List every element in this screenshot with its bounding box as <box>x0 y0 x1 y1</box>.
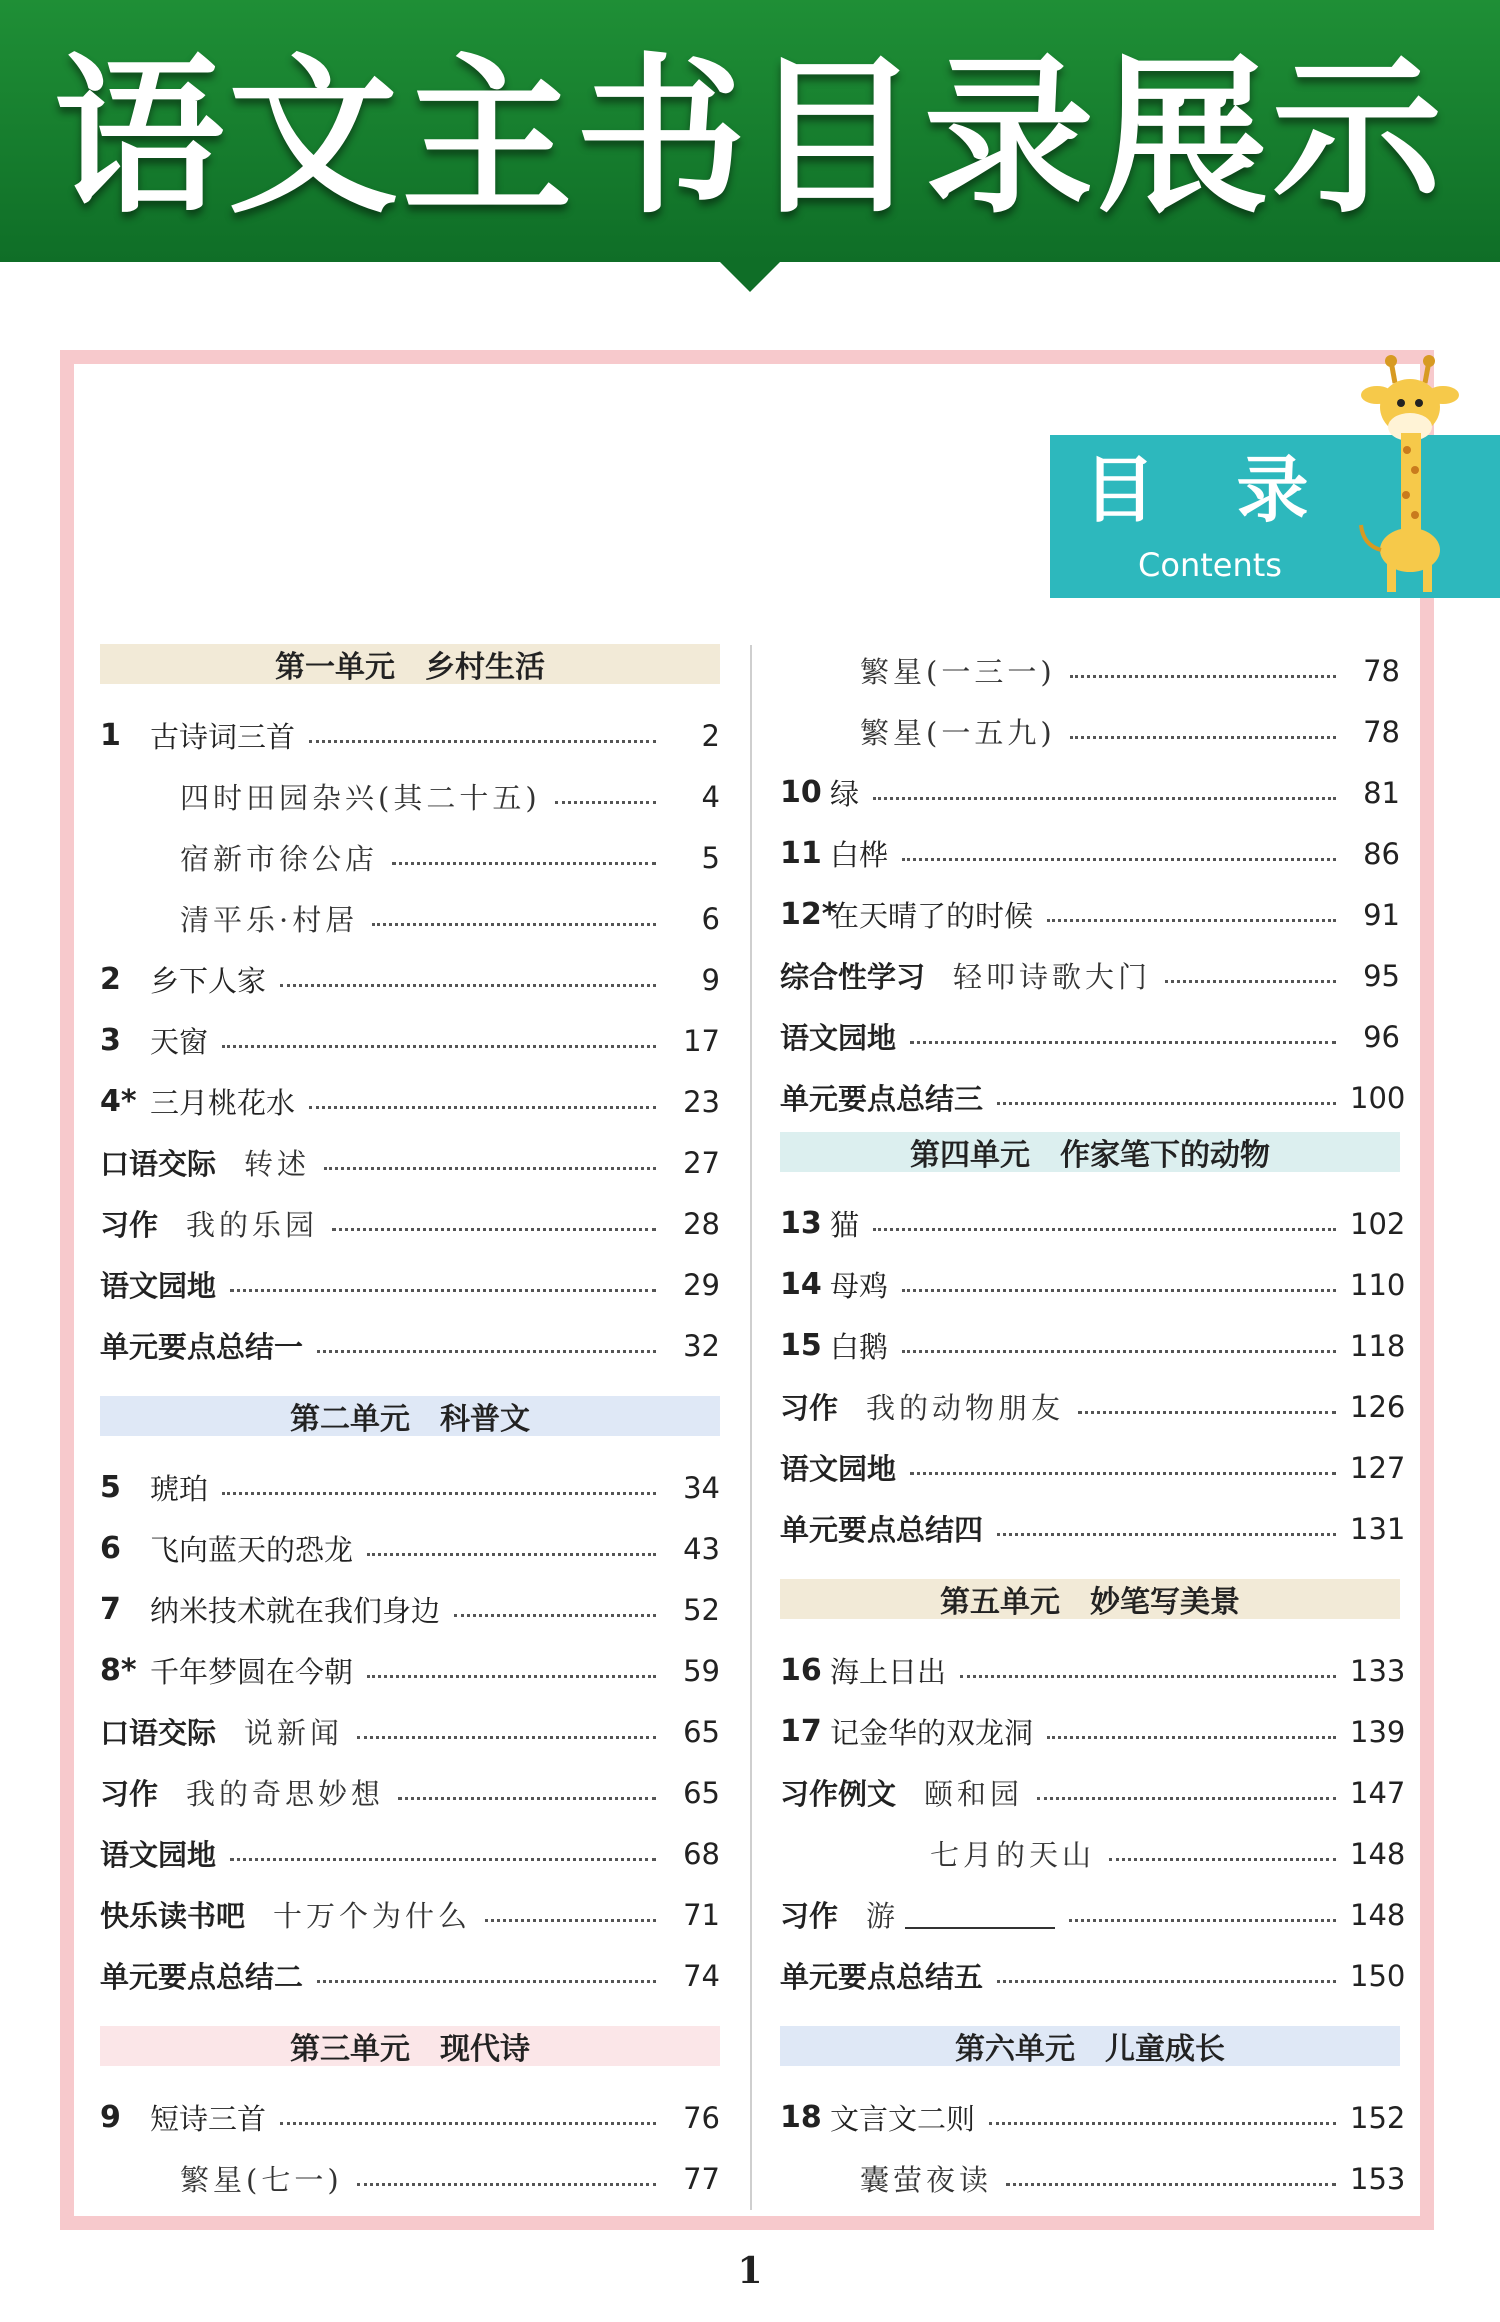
unit-heading: 第二单元 科普文 <box>100 1396 720 1436</box>
lesson-number: 18 <box>780 2100 822 2135</box>
lesson-title: 飞向蓝天的恐龙 <box>150 1533 354 1567</box>
toc-left-column <box>100 640 720 2209</box>
page-ref: 152 <box>1350 2100 1406 2135</box>
dot-leader <box>332 1228 656 1231</box>
toc-entry[interactable] <box>780 1498 1406 1559</box>
dot-leader <box>230 1289 656 1292</box>
sub-title: 七月的天山 <box>930 1838 1096 1872</box>
lesson-number: 4* <box>100 1084 137 1119</box>
page-ref: 91 <box>1363 897 1400 932</box>
dot-leader <box>309 740 656 743</box>
page-ref: 17 <box>683 1023 720 1058</box>
lesson-title: 乡下人家 <box>150 964 267 998</box>
dot-leader <box>454 1614 656 1617</box>
page-ref: 153 <box>1350 2161 1406 2196</box>
lesson-title: 纳米技术就在我们身边 <box>150 1594 441 1628</box>
dot-leader <box>309 1106 656 1109</box>
banner-notch <box>716 258 784 292</box>
dot-leader <box>873 797 1336 800</box>
toc-entry[interactable] <box>780 1315 1406 1376</box>
page-ref: 9 <box>701 962 720 997</box>
banner-title: 语文主书目录展示 <box>53 39 1446 237</box>
dot-leader <box>1047 919 1336 922</box>
page-ref: 147 <box>1350 1775 1406 1810</box>
toc-entry[interactable] <box>100 2148 720 2209</box>
section-label: 习作例文 <box>780 1777 897 1811</box>
toc-entry[interactable] <box>780 701 1400 762</box>
toc-entry[interactable] <box>100 1010 720 1071</box>
lesson-number: 6 <box>100 1531 121 1566</box>
toc-entry[interactable] <box>780 1193 1406 1254</box>
page-ref: 23 <box>683 1084 720 1119</box>
section-label: 单元要点总结五 <box>780 1960 984 1994</box>
sub-title: 繁星(一三一) <box>860 655 1056 689</box>
toc-entry[interactable] <box>780 1701 1406 1762</box>
section-label: 习作 <box>780 1899 839 1933</box>
toc-entry[interactable] <box>100 1254 720 1315</box>
toc-entry[interactable] <box>100 766 720 827</box>
page-ref: 4 <box>701 779 720 814</box>
dot-leader <box>902 858 1336 861</box>
page-ref: 78 <box>1363 714 1400 749</box>
dot-leader <box>1047 1736 1336 1739</box>
sub-title: 清平乐·村居 <box>180 903 359 937</box>
dot-leader <box>1037 1797 1336 1800</box>
sub-title: 繁星(一五九) <box>860 716 1056 750</box>
page-ref: 65 <box>683 1714 720 1749</box>
dot-leader <box>222 1045 656 1048</box>
page-ref: 148 <box>1350 1836 1406 1871</box>
toc-entry[interactable] <box>780 1762 1406 1823</box>
lesson-title: 三月桃花水 <box>150 1086 296 1120</box>
page-ref: 5 <box>701 840 720 875</box>
dot-leader <box>317 1350 656 1353</box>
dot-leader <box>910 1041 1336 1044</box>
lesson-title: 古诗词三首 <box>150 720 296 754</box>
toc-right-column <box>780 640 1406 2209</box>
section-label: 习作 <box>100 1208 159 1242</box>
page-ref: 133 <box>1350 1653 1406 1688</box>
page-ref: 100 <box>1350 1080 1406 1115</box>
page-ref: 2 <box>701 718 720 753</box>
lesson-number: 7 <box>100 1592 121 1627</box>
toc-entry[interactable] <box>780 884 1400 945</box>
lesson-number: 16 <box>780 1653 822 1688</box>
toc-entry[interactable] <box>100 1315 720 1376</box>
dot-leader <box>555 801 656 804</box>
lesson-number: 14 <box>780 1267 822 1302</box>
section-topic: 游 <box>866 1899 900 1933</box>
page-ref: 95 <box>1363 958 1400 993</box>
dot-leader <box>989 2122 1336 2125</box>
section-label: 综合性学习 <box>780 960 926 994</box>
toc-entry[interactable] <box>780 2087 1406 2148</box>
toc-entry[interactable] <box>780 1254 1406 1315</box>
section-label: 习作 <box>780 1391 839 1425</box>
column-divider <box>750 645 752 2210</box>
page-ref: 150 <box>1350 1958 1406 1993</box>
page-ref: 148 <box>1350 1897 1406 1932</box>
toc-entry[interactable] <box>100 705 720 766</box>
section-label: 语文园地 <box>100 1838 217 1872</box>
lesson-number: 13 <box>780 1206 822 1241</box>
toc-entry[interactable] <box>100 888 720 949</box>
page-ref: 118 <box>1350 1328 1406 1363</box>
section-label: 语文园地 <box>780 1021 897 1055</box>
toc-entry[interactable] <box>780 1945 1406 2006</box>
lesson-title: 猫 <box>830 1208 860 1242</box>
page-ref: 6 <box>701 901 720 936</box>
toc-entry[interactable] <box>780 823 1400 884</box>
toc-entry[interactable] <box>100 1579 720 1640</box>
page-ref: 102 <box>1350 1206 1406 1241</box>
lesson-title: 绿 <box>830 777 860 811</box>
section-topic: 转述 <box>244 1147 311 1181</box>
section-label: 单元要点总结一 <box>100 1330 304 1364</box>
section-label: 单元要点总结二 <box>100 1960 304 1994</box>
page-ref: 43 <box>683 1531 720 1566</box>
dot-leader <box>1069 1919 1336 1922</box>
toc-entry[interactable] <box>100 1193 720 1254</box>
page-ref: 86 <box>1363 836 1400 871</box>
dot-leader <box>997 1102 1336 1105</box>
dot-leader <box>1006 2183 1336 2186</box>
unit-heading: 第三单元 现代诗 <box>100 2026 720 2066</box>
lesson-number: 12* <box>780 897 838 932</box>
lesson-title: 母鸡 <box>830 1269 889 1303</box>
toc-entry[interactable] <box>100 1132 720 1193</box>
page-ref: 78 <box>1363 653 1400 688</box>
page-ref: 76 <box>683 2100 720 2135</box>
toc-entry[interactable] <box>100 949 720 1010</box>
lesson-number: 8* <box>100 1653 137 1688</box>
dot-leader <box>280 2122 656 2125</box>
page-ref: 96 <box>1363 1019 1400 1054</box>
toc-entry[interactable] <box>100 1884 720 1945</box>
toc-entry[interactable] <box>100 1640 720 1701</box>
contents-title-en: Contents <box>1138 546 1282 584</box>
lesson-number: 15 <box>780 1328 822 1363</box>
lesson-title: 文言文二则 <box>830 2102 976 2136</box>
lesson-title: 白鹅 <box>830 1330 889 1364</box>
lesson-title: 记金华的双龙洞 <box>830 1716 1034 1750</box>
lesson-number: 9 <box>100 2100 121 2135</box>
sub-title: 繁星(七一) <box>180 2163 343 2197</box>
section-label: 口语交际 <box>100 1147 217 1181</box>
toc-entry[interactable] <box>780 1823 1406 1884</box>
dot-leader <box>372 923 656 926</box>
toc-entry[interactable] <box>780 1006 1400 1067</box>
section-label: 单元要点总结三 <box>780 1082 984 1116</box>
lesson-number: 2 <box>100 962 121 997</box>
page-number: 1 <box>737 2250 763 2292</box>
dot-leader <box>324 1167 656 1170</box>
lesson-number: 17 <box>780 1714 822 1749</box>
section-topic: 我的奇思妙想 <box>186 1777 385 1811</box>
page-ref: 32 <box>683 1328 720 1363</box>
section-label: 单元要点总结四 <box>780 1513 984 1547</box>
page-ref: 74 <box>683 1958 720 1993</box>
dot-leader <box>873 1228 1336 1231</box>
toc-entry[interactable] <box>780 945 1400 1006</box>
dot-leader <box>997 1980 1336 1983</box>
dot-leader <box>997 1533 1336 1536</box>
page-ref: 139 <box>1350 1714 1406 1749</box>
section-topic: 十万个为什么 <box>273 1899 472 1933</box>
toc-entry[interactable] <box>100 1457 720 1518</box>
dot-leader <box>1078 1411 1336 1414</box>
dot-leader <box>367 1675 656 1678</box>
toc-entry[interactable] <box>100 1945 720 2006</box>
section-topic: 颐和园 <box>924 1777 1024 1811</box>
toc-entry[interactable] <box>780 1640 1406 1701</box>
page-ref: 29 <box>683 1267 720 1302</box>
sub-title: 宿新市徐公店 <box>180 842 379 876</box>
dot-leader <box>367 1553 656 1556</box>
lesson-title: 短诗三首 <box>150 2102 267 2136</box>
dot-leader <box>910 1472 1336 1475</box>
page-ref: 131 <box>1350 1511 1406 1546</box>
contents-title-cn: 目 录 <box>1083 448 1337 532</box>
sub-title: 四时田园杂兴(其二十五) <box>180 781 541 815</box>
lesson-title: 在天晴了的时候 <box>830 899 1034 933</box>
toc-entry[interactable] <box>100 1823 720 1884</box>
page-ref: 127 <box>1350 1450 1406 1485</box>
dot-leader <box>902 1350 1336 1353</box>
dot-leader <box>230 1858 656 1861</box>
toc-entry[interactable] <box>780 1376 1406 1437</box>
toc-entry[interactable] <box>780 2148 1406 2209</box>
dot-leader <box>398 1797 656 1800</box>
dot-leader <box>280 984 656 987</box>
unit-heading: 第一单元 乡村生活 <box>100 644 720 684</box>
lesson-title: 琥珀 <box>150 1472 209 1506</box>
dot-leader <box>357 2183 656 2186</box>
dot-leader <box>1070 736 1336 739</box>
page-ref: 81 <box>1363 775 1400 810</box>
toc-entry[interactable] <box>780 1884 1406 1945</box>
section-label: 习作 <box>100 1777 159 1811</box>
page-ref: 52 <box>683 1592 720 1627</box>
unit-heading: 第四单元 作家笔下的动物 <box>780 1132 1400 1172</box>
page-ref: 126 <box>1350 1389 1406 1424</box>
section-label: 语文园地 <box>100 1269 217 1303</box>
section-label: 快乐读书吧 <box>100 1899 246 1933</box>
toc-entry[interactable] <box>100 827 720 888</box>
page-ref: 34 <box>683 1470 720 1505</box>
dot-leader <box>1109 1858 1336 1861</box>
sub-title: 囊萤夜读 <box>860 2163 993 2197</box>
fill-blank-line <box>905 1901 1055 1929</box>
section-topic: 我的乐园 <box>186 1208 319 1242</box>
toc-entry[interactable] <box>100 1518 720 1579</box>
page-ref: 27 <box>683 1145 720 1180</box>
dot-leader <box>1070 675 1336 678</box>
lesson-title: 天窗 <box>150 1025 209 1059</box>
lesson-number: 3 <box>100 1023 121 1058</box>
toc-entry[interactable] <box>780 640 1400 701</box>
lesson-number: 5 <box>100 1470 121 1505</box>
toc-entry[interactable] <box>100 1071 720 1132</box>
page-ref: 65 <box>683 1775 720 1810</box>
section-topic: 我的动物朋友 <box>866 1391 1065 1425</box>
toc-entry[interactable] <box>100 2087 720 2148</box>
page-ref: 59 <box>683 1653 720 1688</box>
lesson-title: 海上日出 <box>830 1655 947 1689</box>
section-topic: 说新闻 <box>244 1716 344 1750</box>
page-ref: 28 <box>683 1206 720 1241</box>
toc-entry[interactable] <box>780 1437 1406 1498</box>
dot-leader <box>357 1736 656 1739</box>
unit-heading: 第六单元 儿童成长 <box>780 2026 1400 2066</box>
dot-leader <box>902 1289 1336 1292</box>
toc-entry[interactable] <box>100 1701 720 1762</box>
page-ref: 77 <box>683 2161 720 2196</box>
dot-leader <box>317 1980 656 1983</box>
toc-entry[interactable] <box>780 762 1400 823</box>
lesson-title: 千年梦圆在今朝 <box>150 1655 354 1689</box>
section-label: 语文园地 <box>780 1452 897 1486</box>
lesson-title: 白桦 <box>830 838 889 872</box>
section-label: 口语交际 <box>100 1716 217 1750</box>
page-ref: 68 <box>683 1836 720 1871</box>
lesson-number: 11 <box>780 836 822 871</box>
lesson-number: 10 <box>780 775 822 810</box>
unit-heading: 第五单元 妙笔写美景 <box>780 1579 1400 1619</box>
page-ref: 71 <box>683 1897 720 1932</box>
section-topic: 轻叩诗歌大门 <box>953 960 1152 994</box>
dot-leader <box>485 1919 656 1922</box>
dot-leader <box>222 1492 656 1495</box>
dot-leader <box>960 1675 1336 1678</box>
lesson-number: 1 <box>100 718 121 753</box>
toc-entry[interactable] <box>780 1067 1406 1128</box>
toc-entry[interactable] <box>100 1762 720 1823</box>
giraffe-icon <box>1355 355 1465 595</box>
page-ref: 110 <box>1350 1267 1406 1302</box>
dot-leader <box>392 862 656 865</box>
dot-leader <box>1165 980 1336 983</box>
